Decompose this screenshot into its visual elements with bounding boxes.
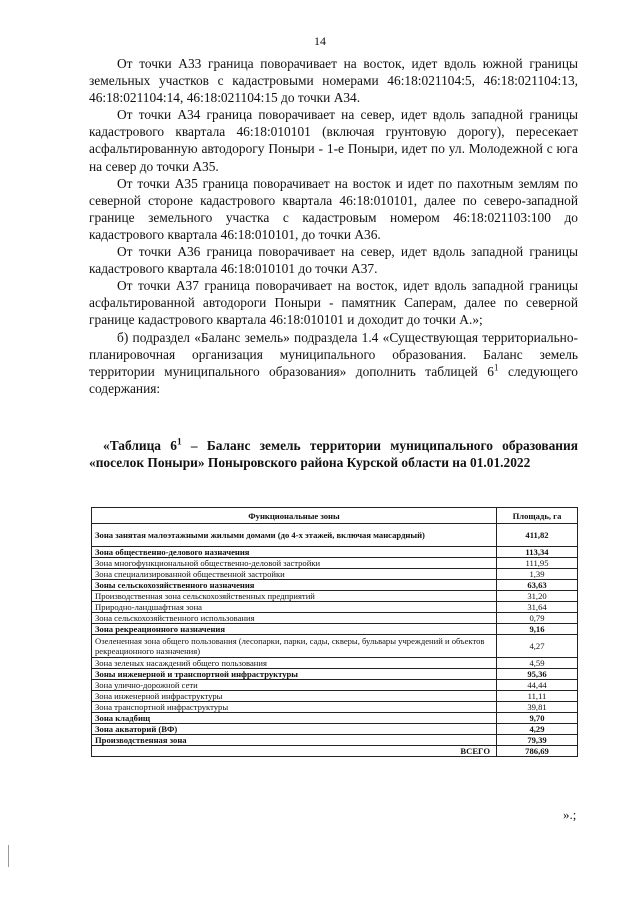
zone-area-cell: 95,36 — [497, 669, 578, 680]
total-label: ВСЕГО — [92, 746, 497, 757]
zone-area-cell: 1,39 — [497, 569, 578, 580]
zone-area-cell: 31,20 — [497, 591, 578, 602]
zone-name-cell: Зона улично-дорожной сети — [92, 680, 497, 691]
paragraph-a35: От точки А35 граница поворачивает на восток и идет по пахотным землям по северной стороне кадастрового квартала 46:18:010101, далее по северо-западной границе земельного участка с кадастровым номером 46:18:021103:100 до кадастрового квартала 46:18:010101, до точки А36. — [89, 175, 578, 242]
amendment-text: б) подраздел «Баланс земель» подраздела 1.4 «Существующая территориально-планировочная организация муниципального образования. Баланс земель территории муниципального образования» дополнить таблицей 6 — [89, 329, 578, 379]
table-row — [92, 569, 578, 580]
zone-area-cell: 4,59 — [497, 658, 578, 669]
zone-name-cell: Зона общественно-делового назначения — [92, 547, 497, 558]
zone-area-cell: 44,44 — [497, 680, 578, 691]
caption-superscript: 1 — [176, 437, 182, 448]
zone-area-cell: 79,39 — [497, 735, 578, 746]
body-text — [89, 55, 578, 397]
paragraph-balance-amendment — [89, 329, 578, 397]
zone-area-cell: 11,11 — [497, 691, 578, 702]
zone-name-cell: Зона зеленых насаждений общего пользования — [92, 658, 497, 669]
table-row — [92, 613, 578, 624]
table-row — [92, 680, 578, 691]
zone-area-cell: 9,70 — [497, 713, 578, 724]
zone-name-cell: Зоны сельскохозяйственного назначения — [92, 580, 497, 591]
zone-area-cell: 111,95 — [497, 558, 578, 569]
zone-name-cell: Зона транспортной инфраструктуры — [92, 702, 497, 713]
closing-mark: ».; — [563, 807, 577, 822]
zone-name-cell: Природно-ландшафтная зона — [92, 602, 497, 613]
zone-name-cell: Производственная зона сельскохозяйственных предприятий — [92, 591, 497, 602]
caption-text: – Баланс земель территории муниципального образования «поселок Поныри» Поныровского района Курской области на 01.01.2022 — [89, 438, 578, 471]
zone-area-cell: 0,79 — [497, 613, 578, 624]
table-body — [92, 524, 578, 757]
paragraph-a37: От точки А37 граница поворачивает на восток, идет вдоль западной границы асфальтированной автодороги Поныри - памятник Саперам, далее по северной границе кадастрового квартала 46:18:010101 и доходит до точки А.»; — [89, 278, 578, 328]
table-row — [92, 624, 578, 635]
zone-name-cell: Озелененная зона общего пользования (лесопарки, парки, сады, скверы, бульвары учреждений и объектов рекреационного назначения) — [92, 635, 497, 658]
paragraph-a33: От точки А33 граница поворачивает на восток, идет вдоль южной границы земельных участков с кадастровыми номерами 46:18:021104:5, 46:18:021104:13, 46:18:021104:14, 46:18:021104:15 до точки А34. — [89, 56, 578, 106]
zone-area-cell: 9,16 — [497, 624, 578, 635]
table-row — [92, 591, 578, 602]
table-row — [92, 635, 578, 658]
zone-name-cell: Зона сельскохозяйственного использования — [92, 613, 497, 624]
total-value: 786,69 — [497, 746, 578, 757]
zone-area-cell: 31,64 — [497, 602, 578, 613]
zone-name-cell: Зоны инженерной и транспортной инфраструктуры — [92, 669, 497, 680]
zone-name-cell: Зона рекреационного назначения — [92, 624, 497, 635]
table-row — [92, 724, 578, 735]
table-row — [92, 547, 578, 558]
zone-area-cell: 39,81 — [497, 702, 578, 713]
zone-name-cell: Зона инженерной инфраструктуры — [92, 691, 497, 702]
table-row — [92, 580, 578, 591]
zone-name-cell: Зона акваторий (ВФ) — [92, 724, 497, 735]
zone-area-cell: 4,27 — [497, 635, 578, 658]
zone-name-cell: Зона специализированной общественной застройки — [92, 569, 497, 580]
table-row — [92, 658, 578, 669]
caption-prefix: «Таблица 6 — [103, 438, 177, 453]
table-row — [92, 602, 578, 613]
table-total-row — [92, 746, 578, 757]
zone-name-cell: Производственная зона — [92, 735, 497, 746]
amendment-tail: следующего содержания: — [89, 363, 578, 396]
zone-name-cell: Зона занятая малоэтажными жилыми домами (до 4-х этажей, включая мансардный) — [92, 524, 497, 547]
header-area: Площадь, га — [497, 508, 578, 524]
zone-area-cell: 4,29 — [497, 724, 578, 735]
table-row — [92, 691, 578, 702]
page-number: 14 — [314, 34, 326, 48]
zone-name-cell: Зона кладбищ — [92, 713, 497, 724]
table-row — [92, 558, 578, 569]
zone-name-cell: Зона многофункциональной общественно-деловой застройки — [92, 558, 497, 569]
zone-area-cell: 411,82 — [497, 524, 578, 547]
table-row — [92, 735, 578, 746]
header-zones: Функциональные зоны — [92, 508, 497, 524]
table-row — [92, 524, 578, 547]
table-header-row — [92, 508, 578, 524]
land-balance-table — [91, 507, 578, 757]
table-caption — [89, 437, 578, 471]
table-row — [92, 702, 578, 713]
table-row — [92, 669, 578, 680]
paragraph-a36: От точки А36 граница поворачивает на север, идет вдоль западной границы кадастрового квартала 46:18:010101 до точки А37. — [89, 244, 578, 277]
zone-area-cell: 63,63 — [497, 580, 578, 591]
paragraph-a34: От точки А34 граница поворачивает на север, идет вдоль западной границы кадастрового квартала 46:18:010101 (включая грунтовую дорогу), пересекает асфальтированную автодорогу Поныри - 1-е Поныри, идет по ул. Молодежной с юга на север до точки А35. — [89, 107, 578, 174]
amendment-superscript: 1 — [493, 363, 499, 374]
zone-area-cell: 113,34 — [497, 547, 578, 558]
margin-line — [8, 845, 9, 867]
table-row — [92, 713, 578, 724]
